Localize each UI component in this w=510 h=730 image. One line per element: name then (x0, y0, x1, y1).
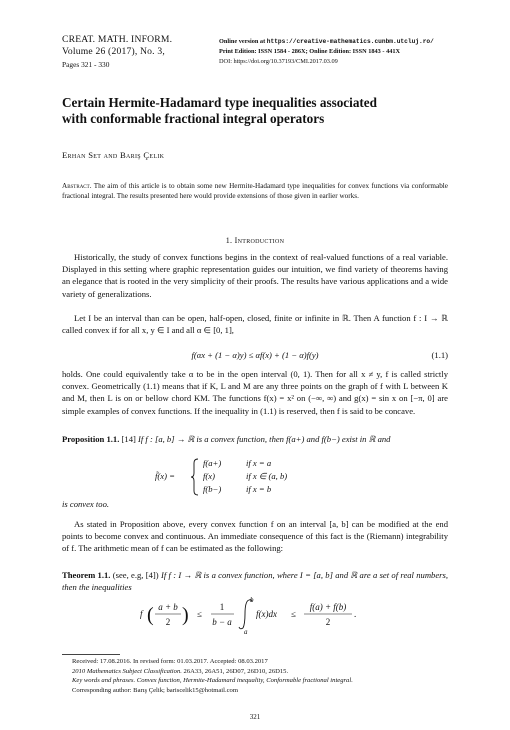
abstract (62, 182, 448, 201)
equation-number: (1.1) (431, 350, 448, 360)
paper-title (62, 95, 462, 127)
proposition-ref[interactable]: [14] (121, 434, 136, 444)
hh-lower: a (244, 628, 248, 636)
proposition-text: If f : [a, b] → ℝ is a convex function, then f(a+) and f(b−) exist in ℝ and (138, 434, 391, 444)
section-heading: 1. Introduction (225, 236, 285, 245)
keywords-text: Convex function, Hermite-Hadamard inequality, Conformable fractional integral. (136, 677, 353, 685)
case-cond-3: if x = b (246, 484, 272, 494)
issn-info: Print Edition: ISSN 1584 - 286X; Online Edition: ISSN 1843 - 441X (219, 48, 401, 56)
page-number: 321 (249, 713, 261, 721)
equation-1-1 (62, 350, 448, 362)
hh-upper: b (250, 596, 254, 604)
hh-den1: 2 (165, 617, 171, 627)
hh-le1: ≤ (197, 609, 202, 619)
online-url[interactable]: https://creative-mathematics.cunbm.utcluj.ro/ (266, 38, 434, 45)
case-value-3: f(b−) (203, 484, 222, 494)
online-label: Online version at (219, 38, 266, 45)
theorem-1-1 (62, 569, 448, 593)
hh-num1: a + b (158, 602, 178, 612)
proposition-1-1 (62, 433, 448, 445)
left-brace-icon (190, 458, 200, 496)
keywords (62, 676, 462, 686)
journal-header (62, 34, 172, 71)
publication-info (219, 37, 434, 68)
case-cond-2: if x ∈ (a, b) (246, 471, 288, 481)
corresponding-author: Corresponding author: Barış Çelik; bariscelik15@hotmail.com (72, 686, 238, 694)
case-value-1: f(a+) (203, 458, 222, 468)
journal-name: CREAT. MATH. INFORM. (62, 34, 173, 45)
intro-paragraph-4: As stated in Proposition above, every convex function f on an interval [a, b] can be modified at the end points to become convex and continuous. An immediate consequence of this fact is the (Riemann) integrability of f. The arithmetic mean of f can be estimated as the following: (62, 519, 448, 554)
footnote-rule (62, 654, 120, 655)
journal-volume: Volume 26 (2017), No. 3, (62, 46, 165, 58)
hh-num3: f(a) + f(b) (309, 602, 347, 612)
journal-pages: Pages 321 - 330 (62, 59, 110, 69)
piecewise-definition (155, 458, 375, 496)
title-line-1: Certain Hermite-Hadamard type inequalities associated (62, 95, 377, 110)
msc-label: 2010 Mathematics Subject Classification. (72, 667, 182, 675)
received-dates: Received: 17.08.2016. In revised form: 01.03.2017. Accepted: 08.03.2017 (72, 658, 268, 665)
left-paren-icon: ( (147, 604, 154, 626)
hh-integrand: f(x)dx (256, 609, 277, 619)
hh-f: f (140, 609, 143, 619)
piecewise-lhs: f̃(x) = (155, 471, 175, 481)
proposition-tail: is convex too. (62, 499, 110, 509)
case-cond-1: if x = a (246, 458, 272, 468)
case-value-2: f(x) (203, 471, 215, 481)
title-line-2: with conformable fractional integral operators (62, 111, 325, 126)
authors: Erhan Set and Barış Çelik (62, 150, 165, 160)
hh-end: . (354, 609, 357, 619)
intro-paragraph-2: Let I be an interval than can be open, half-open, closed, finite or infinite in ℝ. Then A function f : I → ℝ called convex if for all x, y ∈ I and all α ∈ [0, 1], (62, 313, 448, 336)
proposition-label: Proposition 1.1. (62, 434, 120, 444)
hh-le2: ≤ (291, 609, 296, 619)
intro-paragraph-1: Historically, the study of convex functions begins in the context of real-valued functions of a real variable. Displayed in this setting where graphic representation guides our intuition, we find variety of theorems having an elegance that is rooted in the very simplicity of their proofs. The results have various applications and a wide variety of generalizations. (62, 252, 448, 299)
hermite-hadamard-inequality (140, 594, 380, 644)
theorem-text: If f : I → ℝ is a convex function, where I = [a, b] and ℝ are a set of real numbers, then the inequalities (62, 570, 448, 593)
theorem-ref[interactable]: (see, e.g, [4]) (112, 570, 159, 580)
equation-body: f(αx + (1 − α)y) ≤ αf(x) + (1 − α)f(y) (191, 350, 319, 360)
hh-den2: b − a (212, 617, 232, 627)
intro-paragraph-3: holds. One could equivalently take α to be in the open interval (0, 1). Then for all x ≠ y, f is called strictly convex. Geometrically (1.1) means that if K, L and M are any three points on the graph of f with L between K and M, then L is on or bellow chord KM. The functions f(x) = x² on (−∞, ∞) and g(x) = sin x on [−π, 0] are simple examples of convex functions. If the inequality in (1.1) is reserved, then f is said to be concave. (62, 369, 448, 416)
msc-classification (62, 667, 462, 677)
abstract-text: The aim of this article is to obtain some new Hermite-Hadamard type inequalities for convex functions via conformable fractional integral. The results presented here would provide extensions of those given in earlier works. (62, 182, 448, 200)
hh-den3: 2 (325, 617, 331, 627)
right-paren-icon: ) (182, 604, 189, 626)
footnotes (62, 657, 462, 695)
keywords-label: Key words and phrases. (72, 677, 136, 685)
theorem-label: Theorem 1.1. (62, 570, 111, 580)
msc-codes: 26A33, 26A51, 26D07, 26D10, 26D15. (183, 667, 289, 675)
abstract-label: Abstract. (62, 182, 92, 190)
integral-sign-icon (239, 600, 252, 629)
hh-one: 1 (219, 602, 225, 612)
doi[interactable]: DOI: https://doi.org/10.37193/CMI.2017.03.09 (219, 58, 338, 66)
